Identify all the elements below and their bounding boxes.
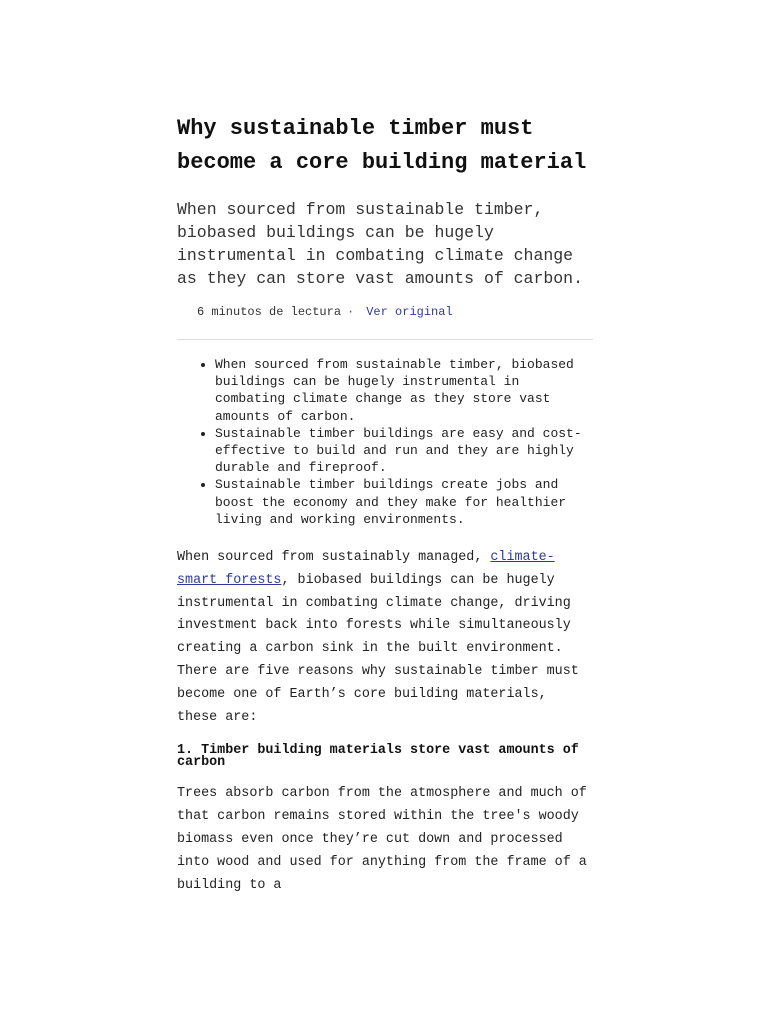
article: [177, 112, 593, 897]
summary-item: • When sourced from sustainable timber, biobased buildings can be hugely instrumental in combating climate change as they store vast amounts of carbon.: [215, 356, 593, 425]
article-title: Why sustainable timber must become a core building material: [177, 116, 587, 175]
section-paragraph: Trees absorb carbon from the atmosphere and much of that carbon remains stored within the tree's woody biomass even once they’re cut down and processed into wood and used for anything from the frame of a building to a: [177, 786, 587, 893]
article-subtitle: When sourced from sustainable timber, biobased buildings can be hugely instrumental in combating climate change as they can store vast amounts of carbon.: [177, 200, 583, 288]
intro-text-after: , biobased buildings can be hugely instrumental in combating climate change, driving investment back into forests while simultaneously creating a carbon sink in the built environment. There are five reasons why sustainable timber must become one of Earth’s core building materials, these are:: [177, 572, 579, 725]
intro-paragraph: [177, 547, 593, 729]
read-time: 6 minutos de lectura: [197, 305, 342, 319]
summary-list: [177, 356, 593, 528]
intro-text-before: When sourced from sustainably managed,: [177, 550, 491, 566]
view-original-link[interactable]: Ver original: [366, 305, 453, 319]
meta-separator: ·: [347, 305, 355, 319]
summary-item: • Sustainable timber buildings are easy and cost-effective to build and run and they are highly durable and fireproof.: [215, 425, 593, 477]
summary-item: • Sustainable timber buildings create jobs and boost the economy and they make for healthier living and working environments.: [215, 476, 593, 528]
divider: [177, 339, 593, 340]
section-heading: 1. Timber building materials store vast amounts of carbon: [177, 743, 579, 771]
climate-smart-forests-link[interactable]: climate-smart forests: [177, 550, 555, 588]
article-meta: [197, 304, 593, 320]
